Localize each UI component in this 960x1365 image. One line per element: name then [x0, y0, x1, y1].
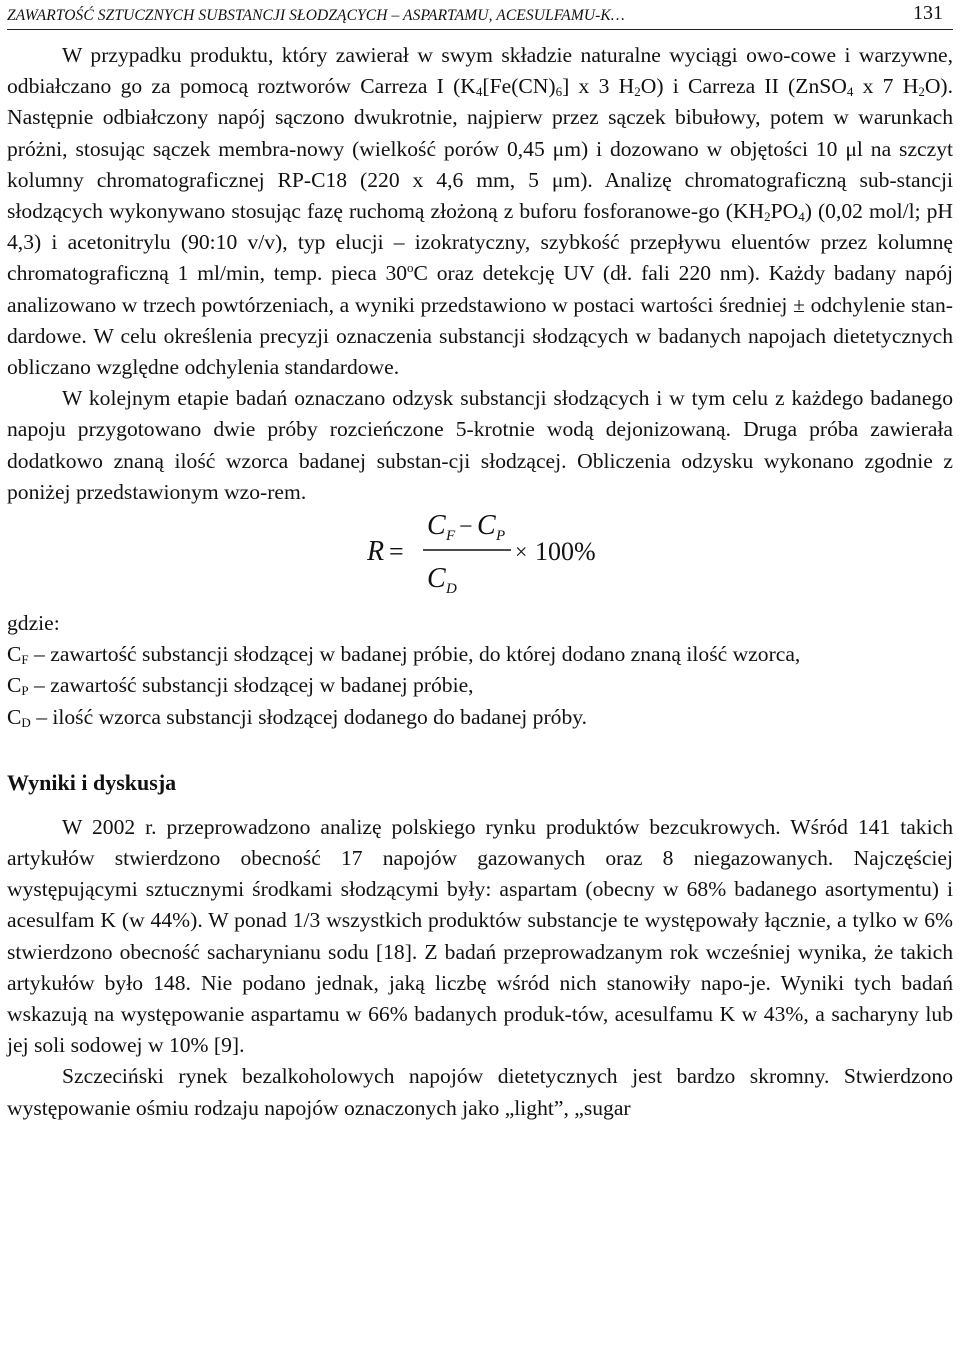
- definition-symbol: C: [7, 642, 22, 667]
- formula-times: ×: [515, 539, 528, 565]
- running-title: ZAWARTOŚĆ SZTUCZNYCH SUBSTANCJI SŁODZĄCYCH – ASPARTAMU, ACESULFAMU-K…: [7, 7, 625, 24]
- text-run: O) i Carreza II (ZnSO: [640, 74, 847, 99]
- superscript: o: [407, 260, 414, 276]
- definitions-intro: gdzie:: [7, 611, 60, 636]
- text-run: [Fe(CN): [482, 74, 556, 99]
- subscript: 4: [475, 84, 483, 100]
- subscript: D: [21, 714, 31, 730]
- methods-paragraph-1: [7, 40, 953, 383]
- text-run: C oraz detekcję UV (dł. fali 220 nm). Każdy badany napój analizowano w trzech powtórzeniach, a wyniki przedstawiono w postaci wartości średniej ± odchylenie stan-dardowe. W celu określenia precyzji oznaczenia substancji słodzących w badanych napojach dietetycznych obliczano względne odchylenia standardowe.: [7, 261, 953, 380]
- subscript: 2: [764, 209, 771, 225]
- subscript: F: [21, 652, 29, 668]
- subscript: P: [21, 683, 29, 699]
- formula-den: C: [427, 563, 446, 595]
- subscript: 4: [798, 209, 805, 225]
- definition-text: – ilość wzorca substancji słodzącej dodanego do badanej próby.: [30, 704, 588, 729]
- definition-cp: [7, 670, 953, 701]
- text-run: O). Następnie odbiałczony napój sączono dwukrotnie, najpierw przez sączek bibułowy, potem w warunkach próżni, stosując sączek membra-nowy (wielkość porów 0,45 μm) i dozowano w objętości 10 μl na szczyt kolumny chromatograficznej RP-C18 (220 x 4,6 mm, 5 μm). Analizę chromatograficzną sub-stancji słodzących wykonywano stosując fazę ruchomą złożoną z buforu fosforanowe-go (KH: [7, 74, 953, 224]
- page-number: 131: [913, 2, 943, 24]
- methods-paragraph-2: W kolejnym etapie badań oznaczano odzysk substancji słodzących i w tym celu z każdego badanego napoju przygotowano dwie próby rozcieńczone 5-krotnie wodą dejonizowaną. Druga próba zawierała dodatkowo znaną ilość wzorca badanej substan-cji słodzącej. Obliczenia odzysku wykonano zgodnie z poniżej przedstawionym wzo-rem.: [7, 386, 953, 504]
- definition-symbol: C: [7, 704, 22, 729]
- subscript: 6: [555, 84, 563, 100]
- formula-num-b: C: [477, 510, 496, 542]
- results-paragraph-1: W 2002 r. przeprowadzono analizę polskiego rynku produktów bezcukrowych. Wśród 141 takich artykułów stwierdzono obecność 17 napojów gazowanych oraz 8 niegazowanych. Najczęściej występującymi sztucznymi środkami słodzącymi były: aspartam (obecny w 68% badanego asortymentu) i acesulfam K (w 44%). W ponad 1/3 wszystkich produktów substancje te występowały łącznie, a tylko w 6% stwierdzono obecność sacharynianu sodu [18]. Z badań przeprowadzanym rok wcześniej wynika, że takich artykułów było 148. Nie podano jednak, jaką liczbę wśród nich stanowiły napo-je. Wyniki tych badań wskazują na występowanie aspartamu w 66% badanych produk-tów, acesulfamu K w 43%, a sacharyny lub jej soli sodowej w 10% [9].: [7, 814, 953, 1058]
- definition-cd: [7, 702, 953, 733]
- formula-lhs: R: [367, 536, 385, 568]
- formula-den-sub: D: [446, 581, 457, 598]
- definition-text: – zawartość substancji słodzącej w badanej próbie, do której dodano znaną ilość wzorca,: [28, 642, 801, 667]
- recovery-formula: [7, 508, 953, 608]
- formula-num-a: C: [427, 510, 446, 542]
- text-run: x 7 H: [853, 74, 919, 99]
- subscript: 2: [634, 84, 641, 100]
- formula-equals: =: [389, 537, 404, 567]
- formula-num-a-sub: F: [446, 528, 456, 545]
- text-run: ) (0,02 mol/l; pH 4,3) i acetonitrylu (90:10 v/v), typ elucji – izokratyczny, szybkość przepływu eluentów przez kolumnę chromatograficzną 1 ml/min, temp. pieca 30: [7, 199, 953, 286]
- formula-num-b-sub: P: [496, 528, 506, 545]
- formula-minus: −: [459, 514, 473, 541]
- subscript: 2: [918, 84, 925, 100]
- formula-factor: 100%: [535, 537, 596, 567]
- text-run: PO: [770, 199, 799, 224]
- definition-text: – zawartość substancji słodzącej w badanej próbie,: [28, 673, 474, 698]
- running-header: [7, 0, 953, 30]
- text-run: ] x 3 H: [562, 74, 635, 99]
- results-paragraph-2: Szczeciński rynek bezalkoholowych napojów dietetycznych jest bardzo skromny. Stwierdzono występowanie ośmiu rodzaju napojów oznaczonych jako „light”, „sugar: [7, 1064, 953, 1120]
- text-run: W przypadku produktu, który zawierał w swym składzie naturalne wyciągi owo-cowe i warzywne, odbiałczano go za pomocą roztworów Carreza I (K: [7, 43, 953, 99]
- definition-cf: [7, 639, 953, 670]
- formula-svg: [367, 510, 637, 606]
- section-heading: Wyniki i dyskusja: [7, 769, 177, 795]
- subscript: 4: [846, 84, 854, 100]
- body-text: [7, 40, 953, 1124]
- definition-symbol: C: [7, 673, 22, 698]
